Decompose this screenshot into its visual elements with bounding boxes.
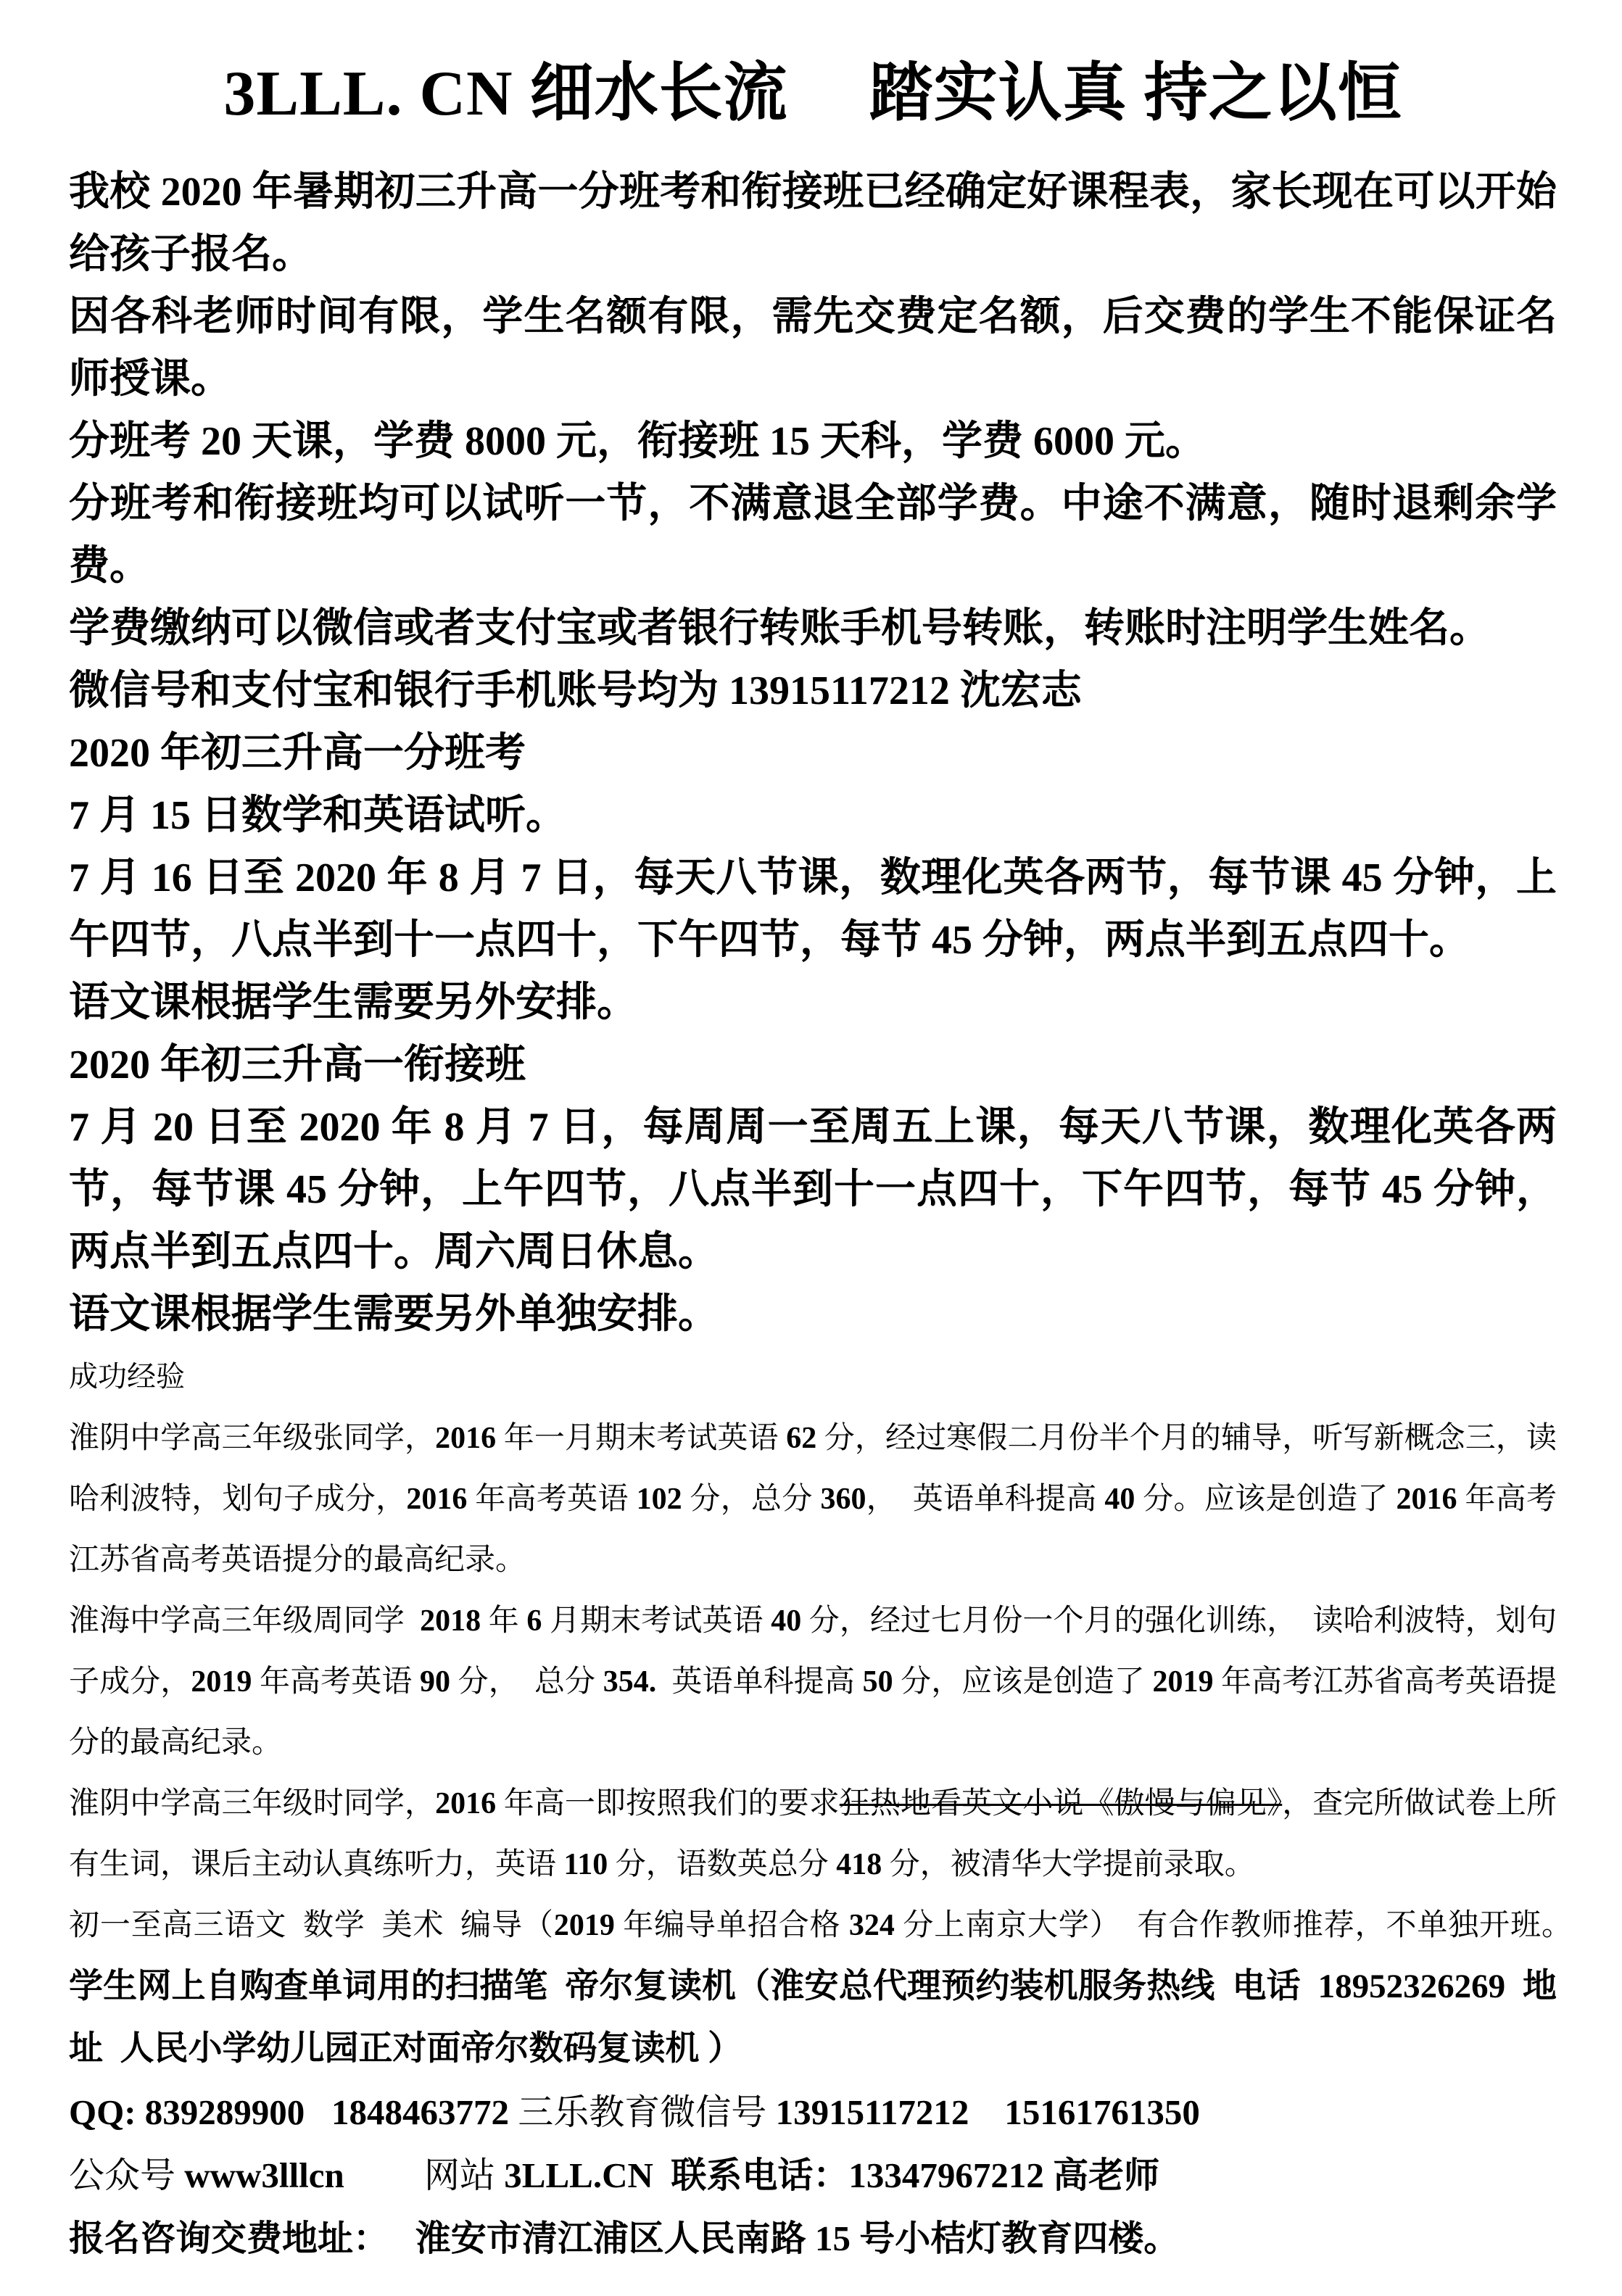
success-story-2 bbox=[69, 1591, 1557, 1773]
text-run: 分，经过七月份一个月的强化训练， 读哈利波特，划句子成分， bbox=[69, 1604, 1557, 1699]
other-courses-and-products bbox=[69, 1895, 1595, 2081]
text-run: 110 bbox=[563, 1848, 608, 1881]
text-run: 7 月 16 日至 2020 年 8 月 7 日，每天八节课，数理化英各两节，每节课 45 分钟，上午四节，八点半到十一点四十，下午四节，每节 45 分钟，两点半到五点四十。 bbox=[69, 855, 1557, 963]
refund-policy bbox=[69, 473, 1557, 597]
text-run: 语文课根据学生需要另外安排。 bbox=[69, 980, 637, 1025]
text-run: 年编导单招合格 bbox=[614, 1909, 849, 1942]
document-body bbox=[69, 161, 1595, 2270]
placement-exam-heading bbox=[69, 722, 1557, 784]
chinese-class-note bbox=[69, 971, 1557, 1034]
text-run: 语文课根据学生需要另外单独安排。 bbox=[69, 1292, 719, 1337]
text-run: 年高考英语 bbox=[467, 1483, 637, 1516]
text-run: 2016 bbox=[435, 1422, 497, 1455]
bridge-schedule bbox=[69, 1096, 1557, 1283]
success-heading bbox=[69, 1346, 1557, 1408]
intro-paragraph bbox=[69, 161, 1557, 286]
placement-schedule bbox=[69, 847, 1557, 971]
text-run: 6 bbox=[526, 1604, 542, 1638]
text-run: 分上南京大学） 有合作教师推荐，不单独开班。 bbox=[894, 1909, 1595, 1942]
text-run: 2016 bbox=[406, 1483, 468, 1516]
text-run: 报名咨询交费地址： 淮安市清江浦区人民南路 15 号小桔灯教育四楼。 bbox=[69, 2218, 1180, 2258]
text-run: 3LLL.CN bbox=[504, 2155, 653, 2195]
text-run: 2018 bbox=[420, 1604, 481, 1638]
text-run: 2020 年初三升高一衔接班 bbox=[69, 1043, 526, 1087]
text-run: 13915117212 15161761350 bbox=[775, 2092, 1200, 2132]
page-title: 3LLL. CN 细水长流 踏实认真 持之以恒 bbox=[223, 59, 1402, 129]
qq-contacts bbox=[69, 2081, 1557, 2144]
text-run: ，查完所做试卷上所有生词，课后主动认真练听力，英语 bbox=[69, 1787, 1557, 1881]
text-run: 年高考江苏省高考英语提分的最高纪录。 bbox=[69, 1483, 1557, 1577]
success-story-3 bbox=[69, 1773, 1557, 1895]
text-run: 学生网上 bbox=[69, 1968, 206, 2005]
text-run: 418 bbox=[836, 1848, 882, 1881]
text-run: 公众号 bbox=[69, 2155, 185, 2195]
text-run bbox=[653, 2155, 671, 2195]
text-run: www3lllcn bbox=[184, 2155, 344, 2195]
text-run: 62 bbox=[786, 1422, 817, 1455]
text-run: 我校 2020 年暑期初三升高一分班考和衔接班已经确定好课程表，家长现在可以开始给孩子报名。 bbox=[69, 170, 1557, 277]
text-run: 2019 bbox=[191, 1665, 252, 1699]
text-run: 分，语数英总分 bbox=[608, 1848, 837, 1881]
text-run: 初一至高三语文 数学 美术 编导（ bbox=[69, 1909, 554, 1942]
text-run: QQ: 839289900 1848463772 bbox=[69, 2092, 518, 2132]
text-run: 2020 年初三升高一分班考 bbox=[69, 731, 526, 776]
text-run: 年高考英语 bbox=[252, 1665, 421, 1699]
text-run: 102 bbox=[636, 1483, 682, 1516]
text-run: 2019 bbox=[553, 1909, 615, 1942]
text-run: 年高一即按照我们的要求 bbox=[496, 1787, 840, 1820]
text-run: 英语单科提高 bbox=[656, 1665, 863, 1699]
text-run: 分，总分 bbox=[682, 1483, 821, 1516]
quota-notice bbox=[69, 286, 1557, 410]
text-run: 淮阴中学高三年级张同学， bbox=[69, 1422, 436, 1455]
text-run: 分。应该是创造了 bbox=[1135, 1483, 1397, 1516]
text-run: 因各科老师时间有限，学生名额有限，需先交费定名额，后交费的学生不能保证名师授课。 bbox=[69, 294, 1557, 402]
text-run: 分班考和衔接班均可以试听一节，不满意退全部学费。中途不满意，随时退剩余学费。 bbox=[69, 481, 1557, 589]
text-run: 50 bbox=[862, 1665, 893, 1699]
text-run: 40 bbox=[771, 1604, 802, 1638]
success-story-1 bbox=[69, 1408, 1557, 1591]
text-run: 自购查单词用的扫描笔 帝尔复读机（淮安总代理预约装机服务热线 电话 18952326269 地址 人民小学幼儿园正对面帝尔数码复读机 ） bbox=[69, 1968, 1557, 2068]
text-run: 2016 bbox=[435, 1787, 497, 1820]
text-run: 2019 bbox=[1152, 1665, 1214, 1699]
payment-method bbox=[69, 597, 1557, 660]
text-run: 月期末考试英语 bbox=[542, 1604, 771, 1638]
text-run: 分，应该是创造了 bbox=[893, 1665, 1153, 1699]
text-run: 淮阴中学高三年级时同学， bbox=[69, 1787, 436, 1820]
text-run: 微信号和支付宝和银行手机账号均为 13915117212 沈宏志 bbox=[69, 668, 1082, 713]
text-run: 360 bbox=[820, 1483, 866, 1516]
text-run: 90 bbox=[420, 1665, 451, 1699]
text-run: 2016 bbox=[1396, 1483, 1457, 1516]
text-run: 分， 总分 bbox=[450, 1665, 603, 1699]
text-run: 联系电话：13347967212 高老师 bbox=[671, 2155, 1160, 2195]
text-run: 7 月 20 日至 2020 年 8 月 7 日，每周周一至周五上课，每天八节课，数理化英各两节，每节课 45 分钟，上午四节，八点半到十一点四十，下午四节，每节 45 分钟，两点半到五点四十。周六周日休息。 bbox=[69, 1105, 1557, 1275]
strikethrough-text: 狂热地看英文小说《傲慢与偏见》 bbox=[839, 1787, 1283, 1820]
text-run: 网站 bbox=[344, 2155, 505, 2195]
text-run: 354. bbox=[603, 1665, 657, 1699]
text-run: 324 bbox=[848, 1909, 895, 1942]
text-run: 成功经验 bbox=[69, 1360, 185, 1393]
payment-account bbox=[69, 660, 1557, 722]
trial-date bbox=[69, 784, 1557, 847]
text-run: 学费缴纳可以微信或者支付宝或者银行转账手机号转账，转账时注明学生姓名。 bbox=[69, 606, 1490, 651]
text-run: 年高考江苏省高考英语提分的最高纪录。 bbox=[69, 1665, 1557, 1760]
official-accounts bbox=[69, 2144, 1557, 2207]
text-run: 三乐教育微信号 bbox=[518, 2092, 776, 2132]
text-run: 分，经过寒假二月份半个月的辅导，听写新概念三，读哈利波特，划句子成分， bbox=[69, 1422, 1557, 1516]
text-run: 淮海中学高三年级周同学 bbox=[69, 1604, 421, 1638]
text-run: 分，被清华大学提前录取。 bbox=[882, 1848, 1255, 1881]
text-run: 年一月期末考试英语 bbox=[496, 1422, 787, 1455]
registration-address bbox=[69, 2207, 1557, 2270]
text-run: 年 bbox=[481, 1604, 527, 1638]
chinese-class-note-2 bbox=[69, 1283, 1557, 1346]
text-run: 7 月 15 日数学和英语试听。 bbox=[69, 793, 566, 838]
text-run: 40 bbox=[1104, 1483, 1135, 1516]
tuition-info bbox=[69, 410, 1557, 473]
text-run: 分班考 20 天课，学费 8000 元，衔接班 15 天科，学费 6000 元。 bbox=[69, 419, 1206, 464]
bridge-class-heading bbox=[69, 1034, 1557, 1096]
text-run: ， 英语单科提高 bbox=[866, 1483, 1105, 1516]
